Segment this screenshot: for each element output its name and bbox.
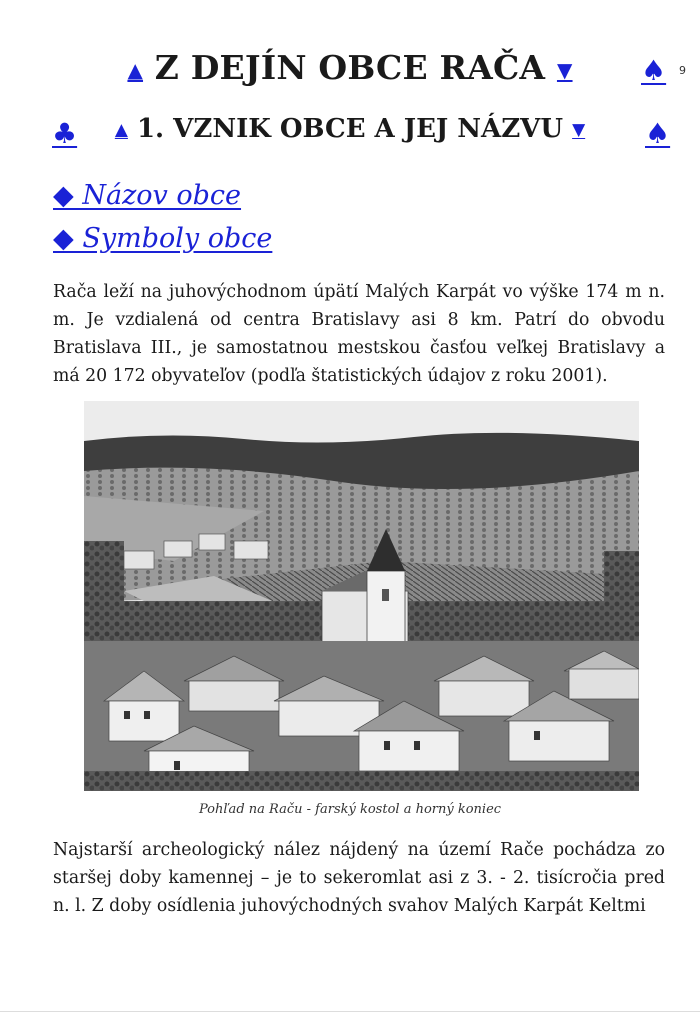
paragraph-archeology: Najstarší archeologický nález nájdený na území Rače pochádza zo staršej doby kamennej – je to sekeromlat asi z 3. - 2. tisícročia pred n. l. Z doby osídlenia juhovýchodných svahov Malých Karpát Keltmi <box>53 840 665 916</box>
link-symboly-obce[interactable]: ◆ Symboly obce <box>53 223 273 254</box>
paragraph-intro: Rača leží na juhovýchodnom úpätí Malých Karpát vo výške 174 m n. m. Je vzdialená od centra Bratislavy asi 8 km. Patrí do obvodu Bratislava III., je samostatnou mestskou časťou veľkej Bratislavy a má 20 172 obyvateľov (podľa štatistických údajov z roku 2001). <box>53 282 665 386</box>
page-title-text: Z DEJÍN OBCE RAČA <box>154 48 546 87</box>
prev-section-arrow-icon[interactable]: ▲ <box>114 120 128 140</box>
page-number: 9 <box>679 64 686 77</box>
page-title <box>0 48 700 87</box>
page-bottom-divider <box>0 1011 700 1012</box>
spade-top-icon[interactable]: ♠ <box>641 54 667 87</box>
next-section-arrow-icon[interactable]: ▼ <box>572 120 586 140</box>
village-photo <box>84 401 639 791</box>
prev-chapter-arrow-icon[interactable]: ▲ <box>127 58 144 82</box>
section-title <box>0 114 700 144</box>
next-chapter-arrow-icon[interactable]: ▼ <box>556 58 573 82</box>
club-icon[interactable]: ♣ <box>52 117 78 150</box>
section-title-text: 1. VZNIK OBCE A JEJ NÁZVU <box>136 114 564 144</box>
photo-caption: Pohľad na Raču - farský kostol a horný koniec <box>198 802 502 817</box>
village-photo-drawing <box>84 401 639 791</box>
spade-section-icon[interactable]: ♠ <box>645 117 671 150</box>
link-nazov-obce[interactable]: ◆ Názov obce <box>53 180 242 211</box>
